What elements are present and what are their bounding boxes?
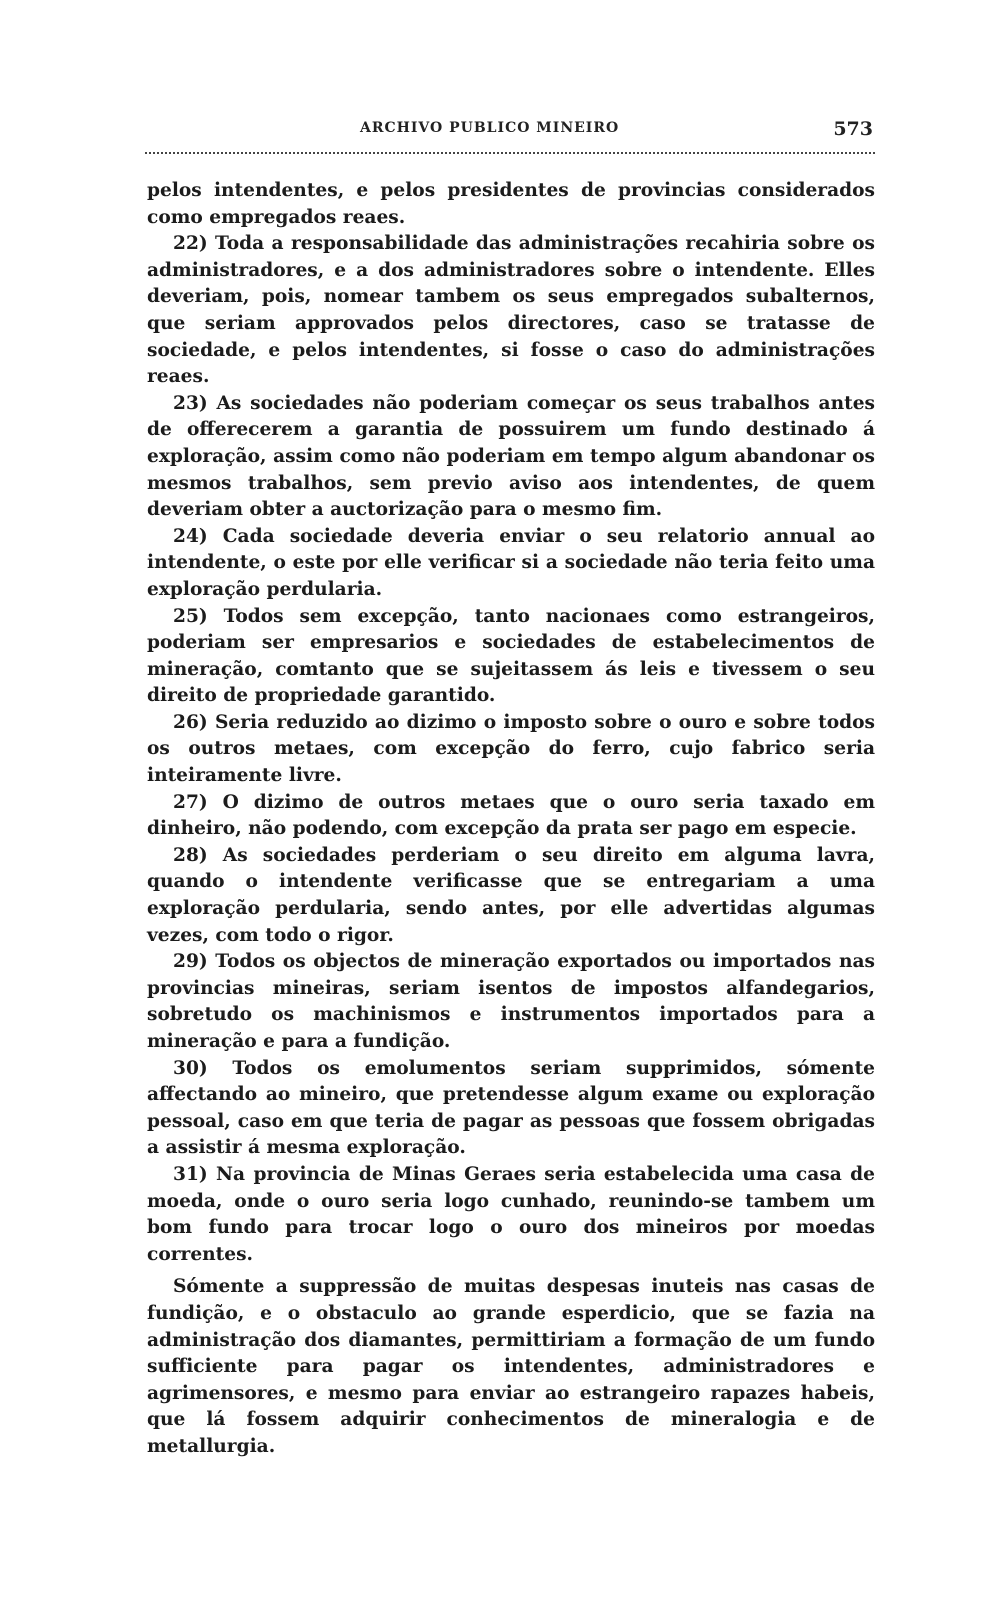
page-header (145, 118, 875, 148)
paragraph-item-30: 30) Todos os emolumentos seriam supprimidos, sómente affectando ao mineiro, que pretendesse algum exame ou exploração pessoal, caso em que teria de pagar as pessoas que fossem obrigadas a assistir á mesma exploração. (147, 1057, 875, 1159)
paragraph-continuation: pelos intendentes, e pelos presidentes de provincias considerados como empregados reaes. (147, 180, 875, 228)
body-text (147, 178, 875, 1461)
header-rule (145, 152, 875, 154)
paragraph-item-28: 28) As sociedades perderiam o seu direito em alguma lavra, quando o intendente verificasse que se entregariam a uma exploração perdularia, sendo antes, por elle advertidas algumas vezes, com todo o rigor. (147, 844, 875, 946)
page-number: 573 (833, 118, 873, 140)
paragraph-closing: Sómente a suppressão de muitas despesas inuteis nas casas de fundição, e o obstaculo ao grande esperdicio, que se fazia na administração dos diamantes, permittiriam a formação de um fundo sufficiente para pagar os intendentes, administradores e agrimensores, e mesmo para enviar ao estrangeiro rapazes habeis, que lá fossem adquirir conhecimentos de mineralogia e de metallurgia. (147, 1276, 875, 1457)
paragraph-item-24: 24) Cada sociedade deveria enviar o seu relatorio annual ao intendente, o este por elle verificar si a sociedade não teria feito uma exploração perdularia. (147, 525, 875, 600)
running-title: ARCHIVO PUBLICO MINEIRO (360, 120, 620, 136)
paragraph-item-31: 31) Na provincia de Minas Geraes seria estabelecida uma casa de moeda, onde o ouro seria logo cunhado, reunindo-se tambem um bom fundo para trocar logo o ouro dos mineiros por moedas correntes. (147, 1163, 875, 1265)
paragraph-item-25: 25) Todos sem excepção, tanto nacionaes como estrangeiros, poderiam ser empresarios e sociedades de estabelecimentos de mineração, comtanto que se sujeitassem ás leis e tivessem o seu direito de propriedade garantido. (147, 605, 875, 707)
paragraph-item-23: 23) As sociedades não poderiam começar os seus trabalhos antes de offerecerem a garantia de possuirem um fundo destinado á exploração, assim como não poderiam em tempo algum abandonar os mesmos trabalhos, sem previo aviso aos intendentes, de quem deveriam obter a auctorização para o mesmo fim. (147, 392, 875, 521)
paragraph-item-22: 22) Toda a responsabilidade das administrações recahiria sobre os administradores, e a dos administradores sobre o intendente. Elles deveriam, pois, nomear tambem os seus empregados subalternos, que seriam approvados pelos directores, caso se tratasse de sociedade, e pelos intendentes, si fosse o caso do administrações reaes. (147, 233, 875, 388)
paragraph-item-29: 29) Todos os objectos de mineração exportados ou importados nas provincias mineiras, seriam isentos de impostos alfandegarios, sobretudo os machinismos e instrumentos importados para a mineração e para a fundição. (147, 951, 875, 1052)
paragraph-item-27: 27) O dizimo de outros metaes que o ouro seria taxado em dinheiro, não podendo, com excepção da prata ser pago em especie. (147, 791, 875, 840)
paragraph-item-26: 26) Seria reduzido ao dizimo o imposto sobre o ouro e sobre todos os outros metaes, com excepção do ferro, cujo fabrico seria inteiramente livre. (147, 711, 875, 787)
